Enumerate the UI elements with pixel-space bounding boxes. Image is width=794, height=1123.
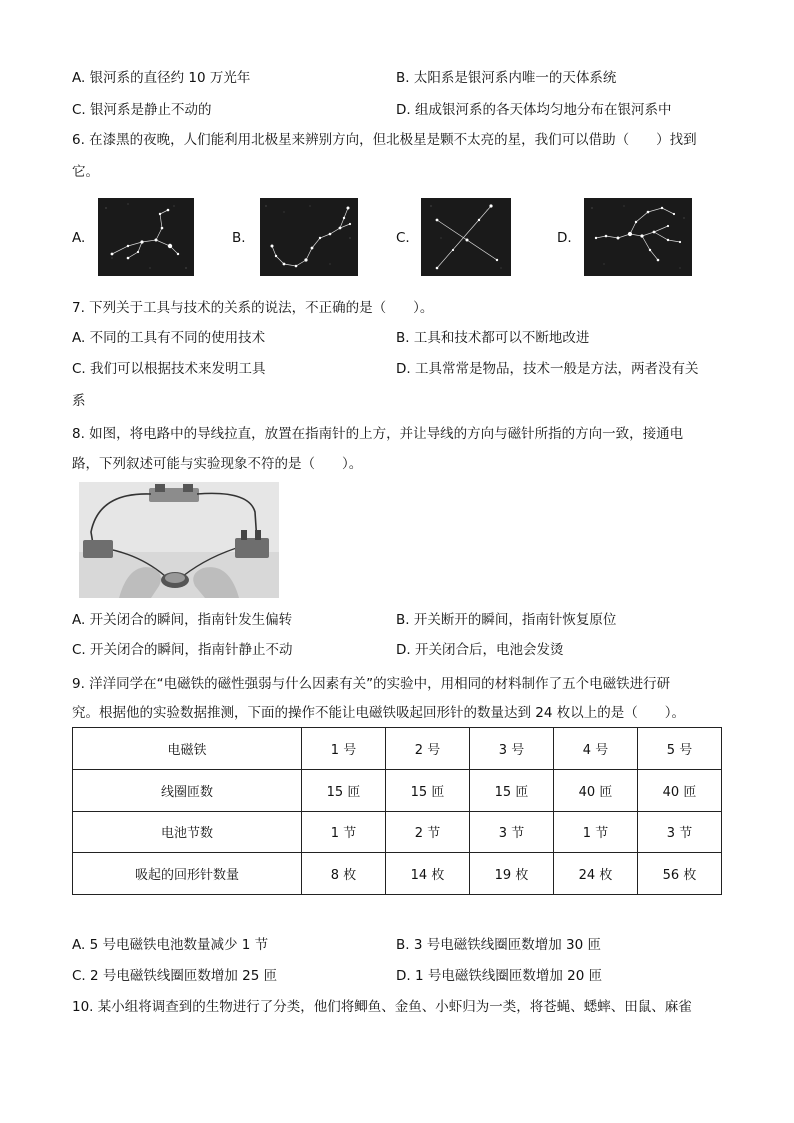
q5-options-row1 xyxy=(72,66,732,88)
q7-option-b[interactable]: B. 工具和技术都可以不断地改进 xyxy=(396,330,590,346)
table-cell: 24 枚 xyxy=(554,853,638,895)
table-header-cell: 3 号 xyxy=(470,728,554,770)
table-cell: 19 枚 xyxy=(470,853,554,895)
q7-options-row1 xyxy=(72,326,732,348)
constellation-image-b xyxy=(260,198,358,276)
table-row xyxy=(73,853,722,895)
table-header-cell: 4 号 xyxy=(554,728,638,770)
q9-options-row2 xyxy=(72,964,732,986)
q6-stem xyxy=(72,128,732,184)
q6-label-c[interactable]: C. xyxy=(396,230,410,246)
electromagnet-table xyxy=(72,727,722,895)
table-header-cell: 2 号 xyxy=(386,728,470,770)
q6-label-b[interactable]: B. xyxy=(232,230,246,246)
q6-stem-line1: 6. 在漆黑的夜晚，人们能利用北极星来辨别方向，但北极星是颗不太亮的星，我们可以借助（ ）找到 xyxy=(72,132,697,148)
table-cell: 40 匝 xyxy=(554,769,638,811)
q5-option-a[interactable]: A. 银河系的直径约 10 万光年 xyxy=(72,70,251,86)
q7-option-a[interactable]: A. 不同的工具有不同的使用技术 xyxy=(72,330,266,346)
q5-option-c[interactable]: C. 银河系是静止不动的 xyxy=(72,102,212,118)
q7-stem: 7. 下列关于工具与技术的关系的说法，不正确的是（ ）。 xyxy=(72,300,434,316)
q7-option-c[interactable]: C. 我们可以根据技术来发明工具 xyxy=(72,361,266,377)
table-cell: 40 匝 xyxy=(638,769,722,811)
q6-label-d[interactable]: D. xyxy=(557,230,572,246)
q7-option-d[interactable]: D. 工具常常是物品，技术一般是方法，两者没有关 xyxy=(396,361,699,377)
table-header-cell: 5 号 xyxy=(638,728,722,770)
constellation-image-c xyxy=(421,198,511,276)
q9-options-row1 xyxy=(72,933,732,955)
table-cell: 15 匝 xyxy=(302,769,386,811)
table-cell: 8 枚 xyxy=(302,853,386,895)
table-row-label: 线圈匝数 xyxy=(73,769,302,811)
table-cell: 14 枚 xyxy=(386,853,470,895)
q5-options-row2 xyxy=(72,98,732,120)
table-header-row xyxy=(73,728,722,770)
q8-option-c[interactable]: C. 开关闭合的瞬间，指南针静止不动 xyxy=(72,642,293,658)
q9-stem-line1: 9. 洋洋同学在“电磁铁的磁性强弱与什么因素有关”的实验中，用相同的材料制作了五个电磁铁进行研 xyxy=(72,676,671,692)
q9-option-a[interactable]: A. 5 号电磁铁电池数量减少 1 节 xyxy=(72,937,269,953)
table-cell: 56 枚 xyxy=(638,853,722,895)
q8-option-d[interactable]: D. 开关闭合后，电池会发烫 xyxy=(396,642,564,658)
q5-option-d[interactable]: D. 组成银河系的各天体均匀地分布在银河系中 xyxy=(396,102,672,118)
q9-stem-line2: 究。根据他的实验数据推测，下面的操作不能让电磁铁吸起回形针的数量达到 24 枚以上的是（ ）。 xyxy=(72,705,686,721)
table-cell: 1 节 xyxy=(554,811,638,853)
table-row xyxy=(73,811,722,853)
q8-option-b[interactable]: B. 开关断开的瞬间，指南针恢复原位 xyxy=(396,612,617,628)
table-header-cell: 电磁铁 xyxy=(73,728,302,770)
table-row-label: 吸起的回形针数量 xyxy=(73,853,302,895)
table-cell: 3 节 xyxy=(470,811,554,853)
table-cell: 2 节 xyxy=(386,811,470,853)
q8-options-row1 xyxy=(72,608,732,630)
q8-option-a[interactable]: A. 开关闭合的瞬间，指南针发生偏转 xyxy=(72,612,293,628)
q8-stem-line1: 8. 如图，将电路中的导线拉直，放置在指南针的上方，并让导线的方向与磁针所指的方向一致，接通电 xyxy=(72,426,684,442)
constellation-image-a xyxy=(98,198,194,276)
table-cell: 3 节 xyxy=(638,811,722,853)
constellation-image-d xyxy=(584,198,692,276)
table-row xyxy=(73,769,722,811)
q9-option-c[interactable]: C. 2 号电磁铁线圈匝数增加 25 匝 xyxy=(72,968,278,984)
table-header-cell: 1 号 xyxy=(302,728,386,770)
q6-stem-line2: 它。 xyxy=(72,164,99,180)
q8-options-row2 xyxy=(72,638,732,660)
q9-option-d[interactable]: D. 1 号电磁铁线圈匝数增加 20 匝 xyxy=(396,968,603,984)
q7-options-row2 xyxy=(72,357,732,379)
table-cell: 15 匝 xyxy=(386,769,470,811)
q10-stem-line1: 10. 某小组将调查到的生物进行了分类，他们将鲫鱼、金鱼、小虾归为一类，将苍蝇、蟋蟀、田鼠、麻雀 xyxy=(72,999,692,1015)
q8-stem-line2: 路，下列叙述可能与实验现象不符的是（ ）。 xyxy=(72,456,363,472)
circuit-photo xyxy=(79,482,279,598)
table-cell: 15 匝 xyxy=(470,769,554,811)
q6-label-a[interactable]: A. xyxy=(72,230,86,246)
table-row-label: 电池节数 xyxy=(73,811,302,853)
q7-option-d-wrap: 系 xyxy=(72,393,86,409)
table-cell: 1 节 xyxy=(302,811,386,853)
q5-option-b[interactable]: B. 太阳系是银河系内唯一的天体系统 xyxy=(396,70,617,86)
q9-option-b[interactable]: B. 3 号电磁铁线圈匝数增加 30 匝 xyxy=(396,937,601,953)
